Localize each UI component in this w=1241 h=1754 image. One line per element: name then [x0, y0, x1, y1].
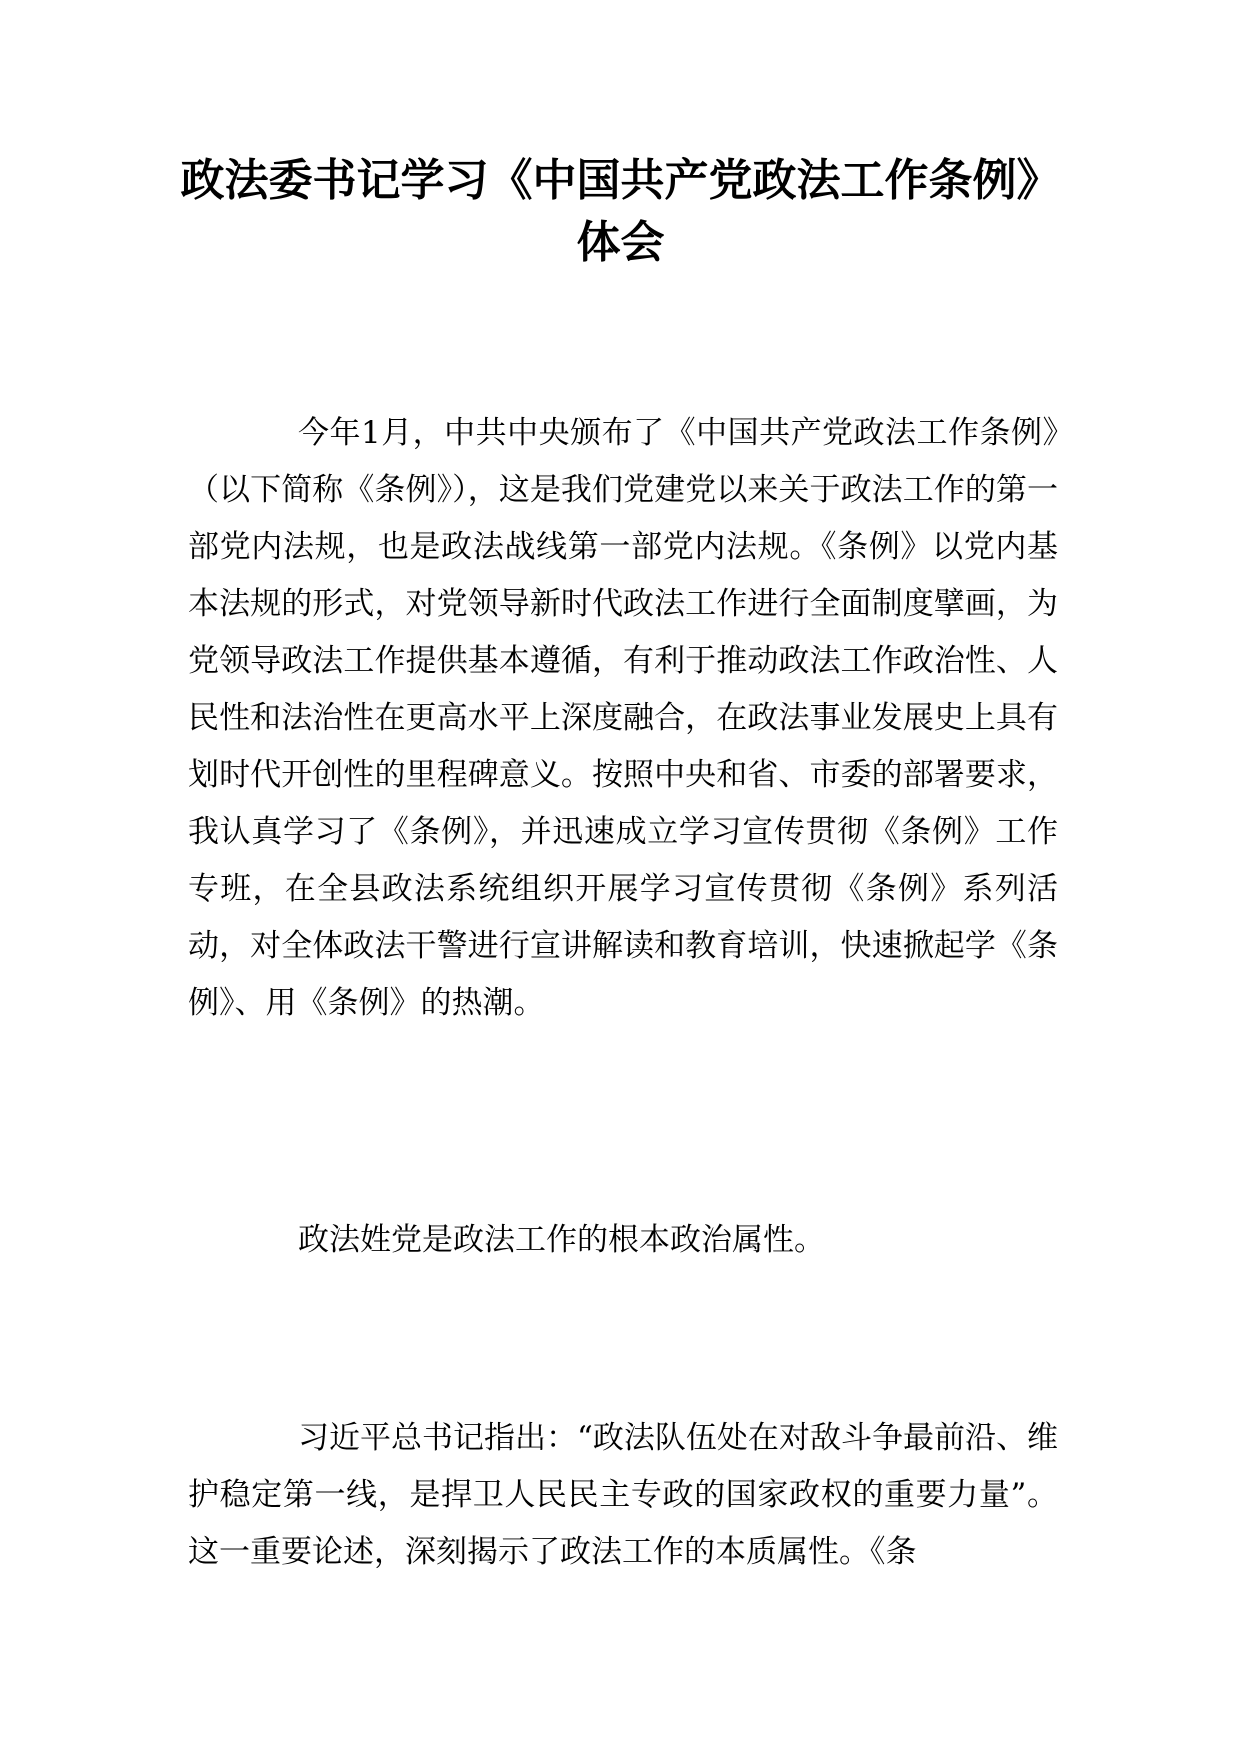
paragraph-quote: 习近平总书记指出：“政法队伍处在对敌斗争最前沿、维护稳定第一线，是捍卫人民民主专政的国家政权的重要力量”。这一重要论述，深刻揭示了政法工作的本质属性。《条 — [188, 1420, 1058, 1570]
paragraph-section-heading: 政法姓党是政法工作的根本政治属性。 — [298, 1222, 825, 1258]
title-line-1: 政法委书记学习《中国共产党政法工作条例》 — [180, 155, 1061, 206]
paragraph-intro: 今年1月，中共中央颁布了《中国共产党政法工作条例》（以下简称《条例》），这是我们党建党以来关于政法工作的第一部党内法规，也是政法战线第一部党内法规。《条例》以党内基本法规的形式，对党领导新时代政法工作进行全面制度擘画，为党领导政法工作提供基本遵循，有利于推动政法工作政治性、人民性和法治性在更高水平上深度融合，在政法事业发展史上具有划时代开创性的里程碑意义。按照中央和省、市委的部署要求，我认真学习了《条例》，并迅速成立学习宣传贯彻《条例》工作专班，在全县政法系统组织开展学习宣传贯彻《条例》系列活动，对全体政法干警进行宣讲解读和教育培训，快速掀起学《条例》、用《条例》的热潮。 — [188, 415, 1058, 1021]
title-line-2: 体会 — [576, 217, 665, 268]
document-title — [150, 150, 1091, 274]
